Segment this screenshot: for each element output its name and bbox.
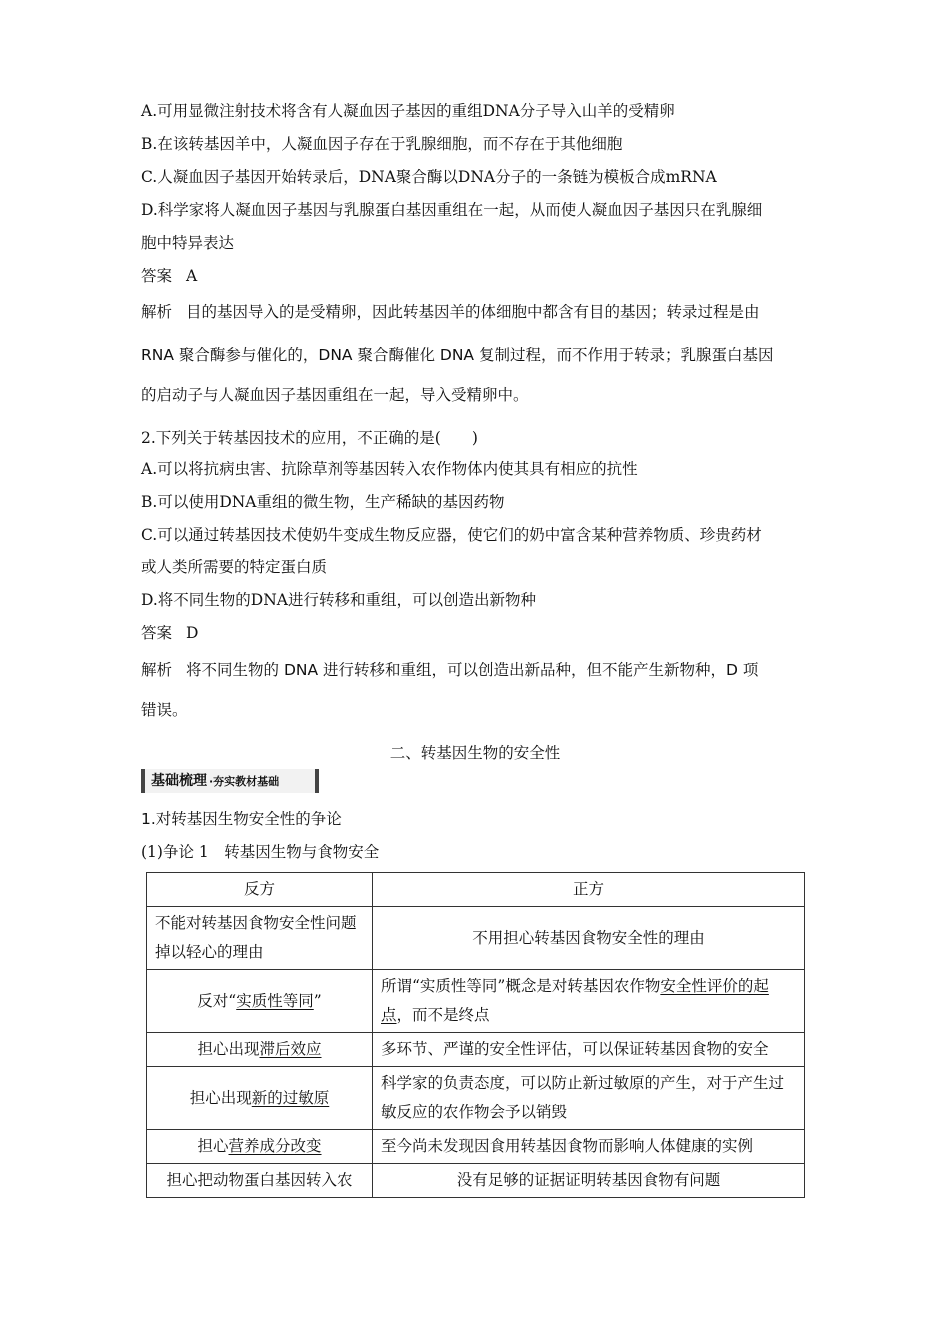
table-header-row [147,873,805,907]
section-title: 二、转基因生物的安全性 [389,744,561,762]
row-left [147,970,373,1033]
heading-2: (1)争论 1 转基因生物与食物安全 [141,843,380,861]
underlined-term: 新的过敏原 [251,1088,330,1107]
q2-option-a: A.可以将抗病虫害、抗除草剂等基因转入农作物体内使其具有相应的抗性 [141,460,638,478]
table-row [147,1164,805,1198]
analysis-label: 解析 [141,661,173,679]
table-row [147,970,805,1033]
q1-answer [141,266,197,286]
answer-value: D [186,624,199,642]
text: ，而不是终点 [396,1006,490,1024]
q1-option-c: C.人凝血因子基因开始转录后，DNA聚合酶以DNA分子的一条链为模板合成mRNA [141,168,717,186]
answer-value: A [186,267,198,285]
row-left [147,1130,373,1164]
header-con: 反方 [147,873,373,907]
row-right: 不用担心转基因食物安全性的理由 [373,907,805,970]
text: ” [313,991,322,1010]
text: 反对“ [197,991,237,1010]
row-left [147,1033,373,1067]
q1-option-d: D.科学家将人凝血因子基因与乳腺蛋白基因重组在一起，从而使人凝血因子基因只在乳腺细 [141,201,763,219]
underlined-term: 安全性评价的起点 [381,977,769,1024]
row-right [373,970,805,1033]
row-right: 没有足够的证据证明转基因食物有问题 [373,1164,805,1198]
underlined-term: 实质性等同 [236,991,314,1010]
q2-option-c: C.可以通过转基因技术使奶牛变成生物反应器，使它们的奶中富含某种营养物质、珍贵药材 [141,526,762,544]
q2-option-b: B.可以使用DNA重组的微生物，生产稀缺的基因药物 [141,493,505,511]
analysis-text: 将不同生物的 DNA 进行转移和重组，可以创造出新品种，但不能产生新物种，D 项 [186,661,759,679]
debate-table [146,872,805,1198]
row-right: 科学家的负责态度，可以防止新过敏原的产生，对于产生过敏反应的农作物会予以销毁 [373,1067,805,1130]
banner-main: 基础梳理 [151,773,207,789]
underlined-term: 营养成分改变 [228,1137,322,1155]
header-pro: 正方 [373,873,805,907]
table-row [147,1130,805,1164]
text: 所谓“实质性等同”概念是对转基因农作物 [381,977,661,995]
q2-option-d: D.将不同生物的DNA进行转移和重组，可以创造出新物种 [141,591,536,609]
q2-analysis-line2: 错误。 [141,701,188,719]
q1-analysis [141,302,760,322]
table-row [147,1067,805,1130]
q2-stem: 2.下列关于转基因技术的应用，不正确的是( ) [141,429,478,447]
row-left: 不能对转基因食物安全性问题掉以轻心的理由 [147,907,373,970]
table-row [147,907,805,970]
row-left: 担心把动物蛋白基因转入农 [147,1164,373,1198]
heading-1: 1.对转基因生物安全性的争论 [141,810,342,828]
q2-answer [141,623,198,643]
q2-option-c-cont: 或人类所需要的特定蛋白质 [141,558,328,576]
row-right: 多环节、严谨的安全性评估，可以保证转基因食物的安全 [373,1033,805,1067]
analysis-label: 解析 [141,303,173,321]
row-left [147,1067,373,1130]
q1-option-b: B.在该转基因羊中，人凝血因子存在于乳腺细胞，而不存在于其他细胞 [141,135,623,153]
text: 担心出现 [189,1088,252,1107]
q1-option-d-cont: 胞中特异表达 [141,234,235,252]
text: 担心 [197,1137,229,1155]
analysis-text: 目的基因导入的是受精卵，因此转基因羊的体细胞中都含有目的基因；转录过程是由 [186,303,760,321]
q1-analysis-line3: 的启动子与人凝血因子基因重组在一起，导入受精卵中。 [141,386,529,404]
answer-label: 答案 [141,267,173,285]
banner-sub: ·夯实教材基础 [209,775,280,788]
q1-analysis-line2: RNA 聚合酶参与催化的，DNA 聚合酶催化 DNA 复制过程，而不作用于转录；乳腺蛋白基因 [141,346,774,364]
q2-analysis [141,660,758,680]
table-row [147,1033,805,1067]
row-right: 至今尚未发现因食用转基因食物而影响人体健康的实例 [373,1130,805,1164]
q1-option-a: A.可用显微注射技术将含有人凝血因子基因的重组DNA分子导入山羊的受精卵 [141,102,675,120]
basics-banner [141,769,319,793]
underlined-term: 滞后效应 [259,1040,322,1058]
text: 担心出现 [197,1040,260,1058]
answer-label: 答案 [141,624,173,642]
